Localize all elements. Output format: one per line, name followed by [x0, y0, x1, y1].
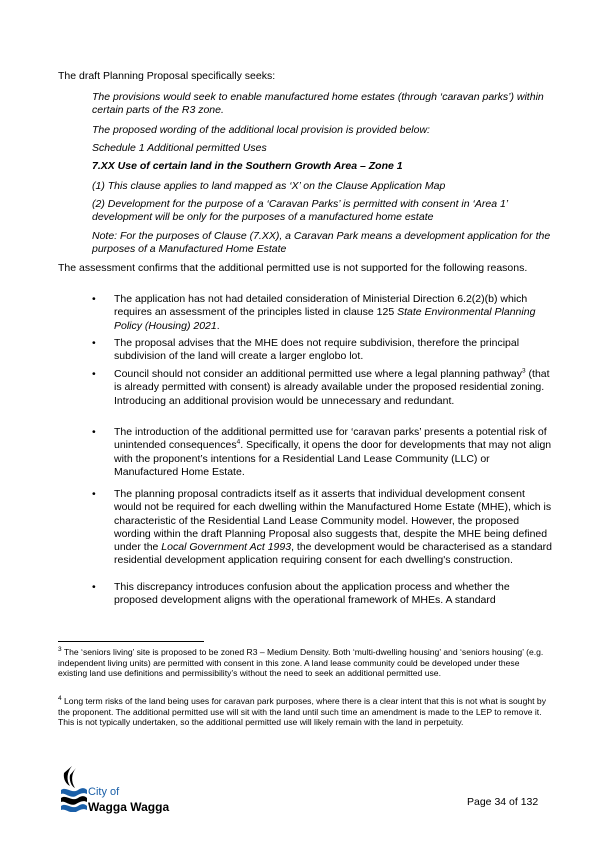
quote-subclause-2: (2) Development for the purpose of a ‘Caravan Parks’ is permitted with consent in ‘Area 1’ development will be only for the purposes of a manufactured home estate: [92, 198, 508, 224]
footnote-ref-4[interactable]: 4: [236, 438, 241, 446]
list-item-text: The planning proposal contradicts itself as it asserts that individual development consent would not be required for each dwelling within the Manufactured Home Estate (MHE), which is characteristic of the Residential Land Lease Community model. However, the proposed wording within the draft Planning Proposal also suggests that, despite the MHE being defined under the: [114, 488, 552, 554]
list-item: [92, 337, 554, 364]
quote-clause-heading: 7.XX Use of certain land in the Southern Growth Area – Zone 1: [92, 160, 403, 172]
sepp-title: State Environmental Planning Policy (Housing) 2021: [114, 306, 536, 332]
footnote-3: [58, 647, 546, 679]
logo-city-text: City of: [88, 786, 120, 798]
footnote-text: Long term risks of the land being uses for caravan park purposes, where there is a clear intent that this is not what is sought by the proponent. The additional permitted use will sit with the land until such time an amendment is made to the LEP to remove it. This is not typically undertaken, so the additional permitted use will likely remain with the land in perpetuity.: [58, 696, 546, 728]
list-item: [92, 367, 554, 408]
bullet-icon: •: [92, 426, 96, 438]
assessment-text: The assessment confirms that the additional permitted use is not supported for the following reasons.: [58, 262, 528, 274]
list-item-text: The introduction of the additional permitted use for ‘caravan parks’ presents a potential risk of unintended consequences: [114, 426, 547, 452]
page-number: Page 34 of 132: [467, 796, 539, 808]
footnote-number: 3: [58, 646, 62, 654]
list-item-text: (that is already permitted with consent) is already available under the proposed residential zoning. Introducing an additional provision would be unnecessary and redundant.: [114, 368, 550, 407]
footnote-text: The ‘seniors living’ site is proposed to be zoned R3 – Medium Density. Both ‘multi-dwelling housing’ and ‘seniors housing’ (e.g. independent living units) are permitted with consent in this zone. A land lease community could be developed under these existing land use definitions and permissibility’s without the need to seek an additional permitted use.: [58, 647, 544, 679]
footnote-number: 4: [58, 695, 62, 703]
footnote-divider: [58, 641, 204, 642]
bullet-icon: •: [92, 368, 96, 380]
list-item: [92, 293, 554, 333]
footnote-4: [58, 696, 546, 728]
quote-note: Note: For the purposes of Clause (7.XX), a Caravan Park means a development application for the purposes of a Manufactured Home Estate: [92, 230, 551, 256]
logo-name-text: Wagga Wagga: [88, 800, 170, 814]
bullet-icon: •: [92, 488, 96, 500]
intro-text: The draft Planning Proposal specifically seeks:: [58, 70, 276, 82]
quote-subclause-1: (1) This clause applies to land mapped as ‘X’ on the Clause Application Map: [92, 180, 446, 192]
list-item: [92, 581, 554, 608]
city-logo: [58, 764, 178, 816]
footnote-ref-3[interactable]: 3: [522, 367, 526, 375]
list-item: [92, 426, 554, 479]
logo-emblem-icon: [58, 764, 88, 812]
list-item-text: .: [216, 319, 220, 332]
bullet-icon: •: [92, 337, 96, 349]
list-item-text: , the development would be characterised as a standard residential development application requiring consent for each dwelling's construction.: [114, 541, 552, 567]
list-item-text: The application has not had detailed consideration of Ministerial Direction 6.2(2)(b) which requires an assessment of the principles listed in clause 125: [114, 293, 528, 319]
list-item: [92, 488, 554, 568]
bullet-icon: •: [92, 293, 96, 305]
quote-paragraph-2: The proposed wording of the additional local provision is provided below:: [92, 124, 430, 136]
list-item-text: . Specifically, it opens the door for developments that may not align with the proponent’s intentions for a Residential Land Lease Community (LLC) or Manufactured Home Estate.: [114, 439, 552, 478]
quote-paragraph-1: The provisions would seek to enable manufactured home estates (through ‘caravan parks’) within certain parts of the R3 zone.: [92, 91, 544, 117]
quote-schedule-heading: Schedule 1 Additional permitted Uses: [92, 142, 267, 154]
act-title: Local Government Act 1993: [161, 541, 292, 554]
list-item-text: The proposal advises that the MHE does not require subdivision, therefore the principal subdivision of the land will create a larger englobo lot.: [114, 337, 520, 363]
list-item-text: Council should not consider an additional permitted use where a legal planning pathway: [114, 368, 523, 380]
bullet-icon: •: [92, 581, 96, 593]
list-item-text: This discrepancy introduces confusion about the application process and whether the proposed development aligns with the operational framework of MHEs. A standard: [114, 581, 510, 607]
